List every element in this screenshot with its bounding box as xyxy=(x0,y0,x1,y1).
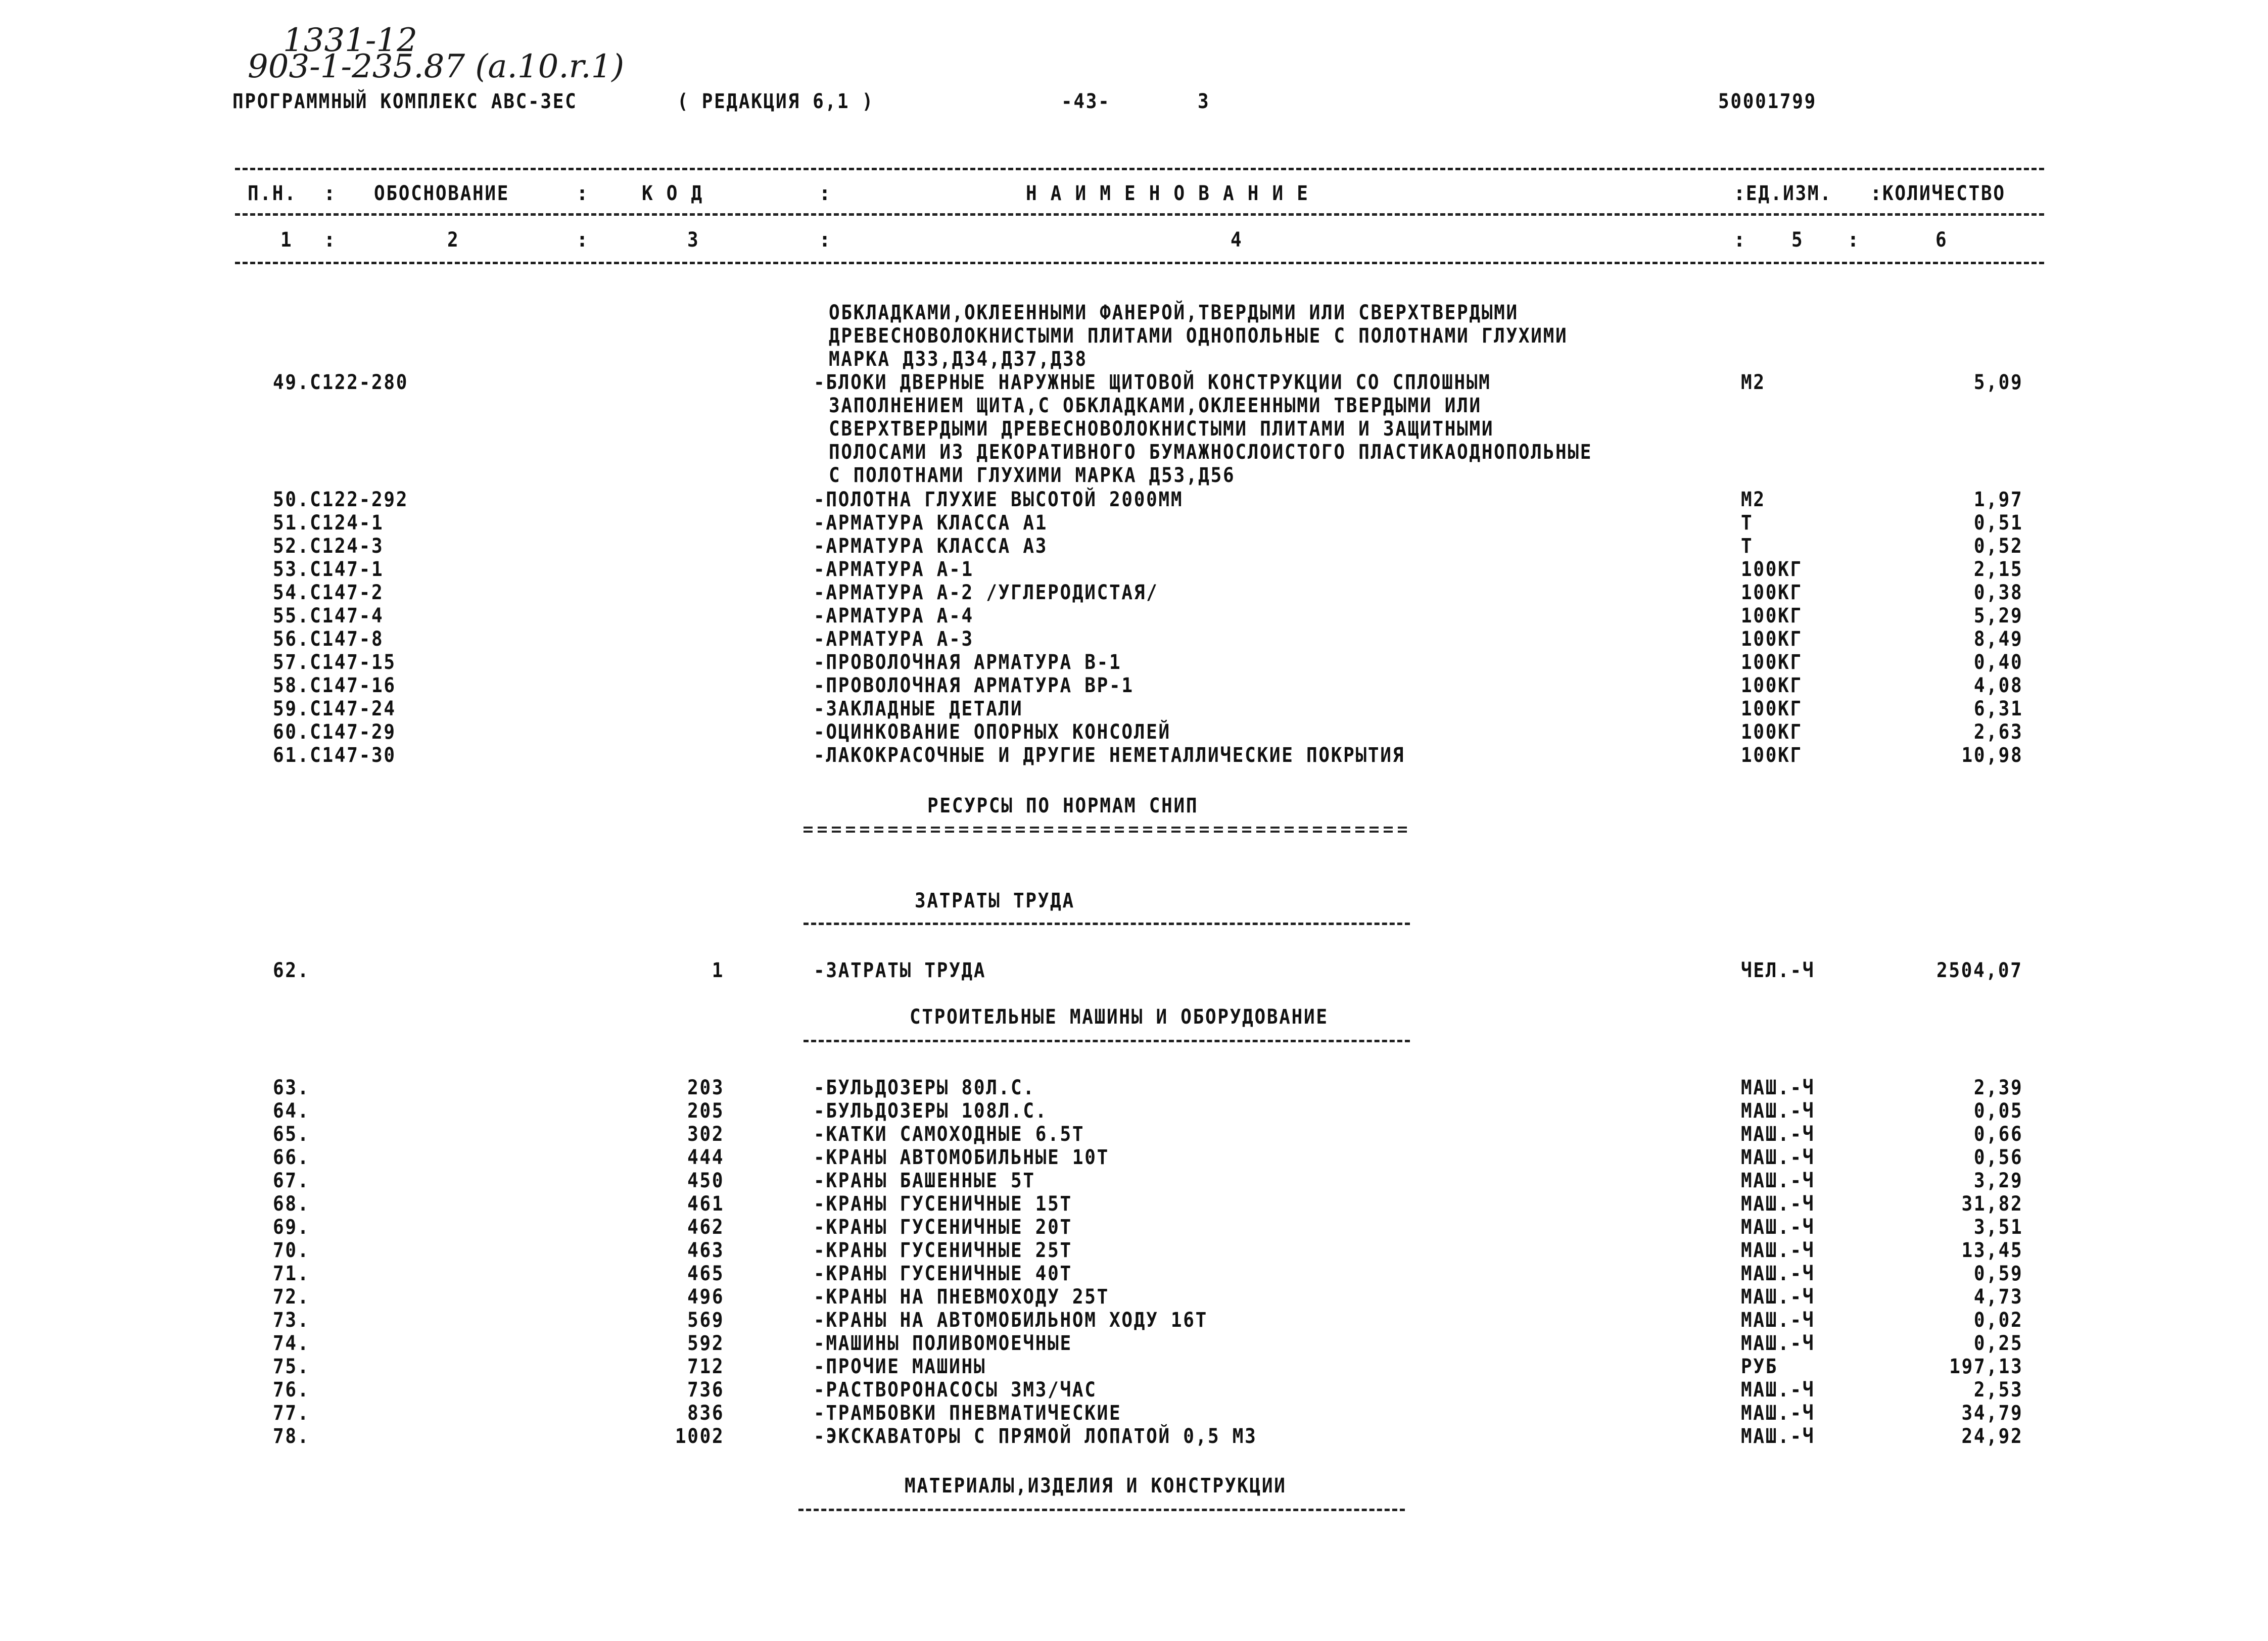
row-name: -ПРОЧИЕ МАШИНЫ xyxy=(814,1355,986,1378)
row-pn: 73. xyxy=(273,1309,310,1332)
table-row xyxy=(0,651,2268,674)
table-row xyxy=(0,1378,2268,1402)
col-header-name: Н А И М Е Н О В А Н И Е xyxy=(1026,182,1309,205)
item-49-name-line: ПОЛОСАМИ ИЗ ДЕКОРАТИВНОГО БУМАЖНОСЛОИСТОГО ПЛАСТИКАОДНОПОЛЬНЫЕ xyxy=(829,441,1593,464)
row-name: -ЛАКОКРАСОЧНЫЕ И ДРУГИЕ НЕМЕТАЛЛИЧЕСКИЕ ПОКРЫТИЯ xyxy=(814,744,1405,767)
row-name: -КРАНЫ НА АВТОМОБИЛЬНОМ ХОДУ 16Т xyxy=(814,1309,1208,1332)
col-sep: : xyxy=(576,228,589,252)
row-qty: 31,82 xyxy=(1961,1192,2023,1216)
row-code: 203 xyxy=(687,1076,724,1099)
table-row xyxy=(0,1099,2268,1123)
row-name: -АРМАТУРА А-2 /УГЛЕРОДИСТАЯ/ xyxy=(814,581,1159,604)
table-row xyxy=(0,959,2268,982)
row-pn: 55.С147-4 xyxy=(273,604,384,628)
row-qty: 34,79 xyxy=(1961,1402,2023,1425)
row-pn: 76. xyxy=(273,1378,310,1402)
row-unit: МАШ.-Ч xyxy=(1741,1169,1815,1192)
sheet-number: 3 xyxy=(1198,90,1210,113)
table-row xyxy=(0,1309,2268,1332)
row-name: -ТРАМБОВКИ ПНЕВМАТИЧЕСКИЕ xyxy=(814,1402,1122,1425)
col-header-pn: П.Н. xyxy=(248,182,297,205)
col-num-4: 4 xyxy=(1231,228,1243,252)
table-row xyxy=(0,558,2268,581)
row-name: -КРАНЫ ГУСЕНИЧНЫЕ 20Т xyxy=(814,1216,1072,1239)
row-pn: 70. xyxy=(273,1239,310,1262)
row-qty: 0,51 xyxy=(1973,511,2023,535)
header-rule-mid xyxy=(235,213,2044,216)
row-unit: 100КГ xyxy=(1741,744,1803,767)
row-name: -АРМАТУРА А-1 xyxy=(814,558,974,581)
row-qty: 197,13 xyxy=(1949,1355,2023,1378)
row-name: -ЭКСКАВАТОРЫ С ПРЯМОЙ ЛОПАТОЙ 0,5 М3 xyxy=(814,1425,1257,1448)
row-pn: 78. xyxy=(273,1425,310,1448)
row-code: 462 xyxy=(687,1216,724,1239)
row-unit: РУБ xyxy=(1741,1355,1778,1378)
table-row xyxy=(0,1402,2268,1425)
row-unit: МАШ.-Ч xyxy=(1741,1239,1815,1262)
row-qty: 2,53 xyxy=(1973,1378,2023,1402)
row-qty: 0,52 xyxy=(1973,535,2023,558)
section-title-machines: СТРОИТЕЛЬНЫЕ МАШИНЫ И ОБОРУДОВАНИЕ xyxy=(910,1005,1329,1029)
row-pn: 52.С124-3 xyxy=(273,535,384,558)
row-unit: МАШ.-Ч xyxy=(1741,1378,1815,1402)
col-sep: : xyxy=(323,182,336,205)
row-pn: 54.С147-2 xyxy=(273,581,384,604)
header-rule-top xyxy=(235,168,2044,170)
table-row xyxy=(0,1262,2268,1285)
continuation-line: ОБКЛАДКАМИ,ОКЛЕЕННЫМИ ФАНЕРОЙ,ТВЕРДЫМИ ИЛИ СВЕРХТВЕРДЫМИ xyxy=(829,301,1519,324)
row-pn: 74. xyxy=(273,1332,310,1355)
row-qty: 0,05 xyxy=(1973,1099,2023,1123)
table-row xyxy=(0,1216,2268,1239)
table-row xyxy=(0,1192,2268,1216)
table-row xyxy=(0,1425,2268,1448)
row-pn: 57.С147-15 xyxy=(273,651,396,674)
col-sep: : xyxy=(819,228,831,252)
row-pn: 61.С147-30 xyxy=(273,744,396,767)
section-title-labor: ЗАТРАТЫ ТРУДА xyxy=(915,889,1075,912)
table-row xyxy=(0,604,2268,628)
col-num-3: 3 xyxy=(687,228,700,252)
row-qty: 2,63 xyxy=(1973,720,2023,744)
row-unit: 100КГ xyxy=(1741,674,1803,697)
section-rule-double xyxy=(804,827,1410,833)
header-rule-bottom xyxy=(235,262,2044,264)
continuation-line: МАРКА Д33,Д34,Д37,Д38 xyxy=(829,348,1088,371)
section-rule xyxy=(804,923,1410,925)
table-row xyxy=(0,1123,2268,1146)
col-header-basis: ОБОСНОВАНИЕ xyxy=(374,182,510,205)
row-qty: 8,49 xyxy=(1973,628,2023,651)
program-title: ПРОГРАММНЫЙ КОМПЛЕКС АВС-3ЕС xyxy=(232,90,578,113)
col-sep: : xyxy=(1847,228,1860,252)
row-unit: МАШ.-Ч xyxy=(1741,1146,1815,1169)
row-pn: 75. xyxy=(273,1355,310,1378)
row-unit: МАШ.-Ч xyxy=(1741,1076,1815,1099)
row-code: 461 xyxy=(687,1192,724,1216)
row-qty: 6,31 xyxy=(1973,697,2023,720)
row-pn: 59.С147-24 xyxy=(273,697,396,720)
row-unit: Т xyxy=(1741,535,1754,558)
row-pn: 51.С124-1 xyxy=(273,511,384,535)
row-qty: 5,29 xyxy=(1973,604,2023,628)
item-49-name-line: С ПОЛОТНАМИ ГЛУХИМИ МАРКА Д53,Д56 xyxy=(829,464,1236,487)
col-sep: : xyxy=(576,182,589,205)
row-name: -КАТКИ САМОХОДНЫЕ 6.5Т xyxy=(814,1123,1085,1146)
item-49-name-line: -БЛОКИ ДВЕРНЫЕ НАРУЖНЫЕ ЩИТОВОЙ КОНСТРУКЦИИ СО СПЛОШНЫМ xyxy=(814,371,1491,394)
row-qty: 0,25 xyxy=(1973,1332,2023,1355)
row-code: 836 xyxy=(687,1402,724,1425)
row-qty: 3,29 xyxy=(1973,1169,2023,1192)
section-title-resources: РЕСУРСЫ ПО НОРМАМ СНИП xyxy=(927,794,1199,817)
row-unit: МАШ.-Ч xyxy=(1741,1309,1815,1332)
row-code: 302 xyxy=(687,1123,724,1146)
col-sep: : xyxy=(1870,182,1882,205)
row-code: 496 xyxy=(687,1285,724,1309)
row-qty: 10,98 xyxy=(1961,744,2023,767)
table-row xyxy=(0,1285,2268,1309)
col-sep: : xyxy=(1733,228,1746,252)
row-unit: МАШ.-Ч xyxy=(1741,1123,1815,1146)
row-pn: 68. xyxy=(273,1192,310,1216)
table-row xyxy=(0,581,2268,604)
section-rule xyxy=(798,1509,1405,1511)
row-unit: МАШ.-Ч xyxy=(1741,1099,1815,1123)
row-unit: 100КГ xyxy=(1741,581,1803,604)
item-49-qty: 5,09 xyxy=(1973,371,2023,394)
col-header-qty: КОЛИЧЕСТВО xyxy=(1882,182,2006,205)
page-number: -43- xyxy=(1061,90,1111,113)
row-code: 444 xyxy=(687,1146,724,1169)
row-pn: 53.С147-1 xyxy=(273,558,384,581)
row-code: 463 xyxy=(687,1239,724,1262)
row-name: -КРАНЫ ГУСЕНИЧНЫЕ 15Т xyxy=(814,1192,1072,1216)
table-row xyxy=(0,488,2268,511)
row-qty: 0,66 xyxy=(1973,1123,2023,1146)
table-row xyxy=(0,720,2268,744)
row-qty: 2,15 xyxy=(1973,558,2023,581)
row-qty: 2,39 xyxy=(1973,1076,2023,1099)
row-qty: 24,92 xyxy=(1961,1425,2023,1448)
row-unit: Т xyxy=(1741,511,1754,535)
row-code: 1002 xyxy=(675,1425,724,1448)
col-num-2: 2 xyxy=(447,228,460,252)
table-row xyxy=(0,1355,2268,1378)
row-pn: 50.С122-292 xyxy=(273,488,409,511)
row-qty: 1,97 xyxy=(1973,488,2023,511)
table-row xyxy=(0,1332,2268,1355)
row-code: 712 xyxy=(687,1355,724,1378)
row-unit: ЧЕЛ.-Ч xyxy=(1741,959,1815,982)
row-unit: 100КГ xyxy=(1741,604,1803,628)
row-name: -КРАНЫ НА ПНЕВМОХОДУ 25Т xyxy=(814,1285,1109,1309)
section-rule xyxy=(804,1040,1410,1042)
row-qty: 13,45 xyxy=(1961,1239,2023,1262)
row-unit: МАШ.-Ч xyxy=(1741,1332,1815,1355)
table-row xyxy=(0,1169,2268,1192)
row-name: -МАШИНЫ ПОЛИВОМОЕЧНЫЕ xyxy=(814,1332,1072,1355)
row-name: -ЗАТРАТЫ ТРУДА xyxy=(814,959,986,982)
row-qty: 4,08 xyxy=(1973,674,2023,697)
row-qty: 3,51 xyxy=(1973,1216,2023,1239)
row-pn: 67. xyxy=(273,1169,310,1192)
item-49-unit: М2 xyxy=(1741,371,1766,394)
row-name: -АРМАТУРА А-3 xyxy=(814,628,974,651)
col-header-unit: ЕД.ИЗМ. xyxy=(1746,182,1832,205)
row-name: -БУЛЬДОЗЕРЫ 80Л.С. xyxy=(814,1076,1035,1099)
handwritten-ref-2: 903-1-235.87 (a.10.r.1) xyxy=(248,48,625,85)
row-name: -ПРОВОЛОЧНАЯ АРМАТУРА В-1 xyxy=(814,651,1122,674)
row-pn: 77. xyxy=(273,1402,310,1425)
row-name: -КРАНЫ ГУСЕНИЧНЫЕ 40Т xyxy=(814,1262,1072,1285)
table-row xyxy=(0,628,2268,651)
row-unit: МАШ.-Ч xyxy=(1741,1285,1815,1309)
row-code: 205 xyxy=(687,1099,724,1123)
row-unit: 100КГ xyxy=(1741,720,1803,744)
row-name: -КРАНЫ ГУСЕНИЧНЫЕ 25Т xyxy=(814,1239,1072,1262)
row-pn: 64. xyxy=(273,1099,310,1123)
row-name: -БУЛЬДОЗЕРЫ 108Л.С. xyxy=(814,1099,1048,1123)
row-qty: 4,73 xyxy=(1973,1285,2023,1309)
row-code: 569 xyxy=(687,1309,724,1332)
row-name: -КРАНЫ БАШЕННЫЕ 5Т xyxy=(814,1169,1035,1192)
row-name: -ЗАКЛАДНЫЕ ДЕТАЛИ xyxy=(814,697,1023,720)
table-row xyxy=(0,511,2268,535)
col-num-6: 6 xyxy=(1935,228,1948,252)
row-unit: 100КГ xyxy=(1741,651,1803,674)
item-49-name-line: СВЕРХТВЕРДЫМИ ДРЕВЕСНОВОЛОКНИСТЫМИ ПЛИТАМИ И ЗАЩИТНЫМИ xyxy=(829,417,1494,441)
row-pn: 56.С147-8 xyxy=(273,628,384,651)
row-unit: МАШ.-Ч xyxy=(1741,1192,1815,1216)
table-row xyxy=(0,1076,2268,1099)
row-unit: 100КГ xyxy=(1741,697,1803,720)
row-unit: 100КГ xyxy=(1741,628,1803,651)
section-title-materials: МАТЕРИАЛЫ,ИЗДЕЛИЯ И КОНСТРУКЦИИ xyxy=(905,1474,1287,1498)
table-row xyxy=(0,697,2268,720)
row-name: -АРМАТУРА КЛАССА А3 xyxy=(814,535,1048,558)
row-name: -ПРОВОЛОЧНАЯ АРМАТУРА ВР-1 xyxy=(814,674,1134,697)
row-qty: 0,59 xyxy=(1973,1262,2023,1285)
col-sep: : xyxy=(1733,182,1746,205)
row-pn: 66. xyxy=(273,1146,310,1169)
row-pn: 60.С147-29 xyxy=(273,720,396,744)
item-49-name-line: ЗАПОЛНЕНИЕМ ЩИТА,С ОБКЛАДКАМИ,ОКЛЕЕННЫМИ ТВЕРДЫМИ ИЛИ xyxy=(829,394,1482,417)
table-row xyxy=(0,674,2268,697)
row-pn: 69. xyxy=(273,1216,310,1239)
row-pn: 65. xyxy=(273,1123,310,1146)
row-unit: МАШ.-Ч xyxy=(1741,1402,1815,1425)
row-pn: 58.С147-16 xyxy=(273,674,396,697)
row-qty: 0,56 xyxy=(1973,1146,2023,1169)
edition-label: ( РЕДАКЦИЯ 6,1 ) xyxy=(677,90,874,113)
table-row xyxy=(0,744,2268,767)
col-num-1: 1 xyxy=(280,228,293,252)
row-code: 736 xyxy=(687,1378,724,1402)
table-row xyxy=(0,535,2268,558)
handwritten-ref-1: 1331-12 xyxy=(283,22,417,59)
col-header-code: К О Д xyxy=(642,182,703,205)
row-name: -РАСТВОРОНАСОСЫ 3М3/ЧАС xyxy=(814,1378,1097,1402)
row-name: -ПОЛОТНА ГЛУХИЕ ВЫСОТОЙ 2000ММ xyxy=(814,488,1184,511)
row-unit: 100КГ xyxy=(1741,558,1803,581)
continuation-line: ДРЕВЕСНОВОЛОКНИСТЫМИ ПЛИТАМИ ОДНОПОЛЬНЫЕ С ПОЛОТНАМИ ГЛУХИМИ xyxy=(829,324,1568,348)
row-unit: МАШ.-Ч xyxy=(1741,1216,1815,1239)
row-pn: 71. xyxy=(273,1262,310,1285)
row-pn: 62. xyxy=(273,959,310,982)
row-unit: МАШ.-Ч xyxy=(1741,1425,1815,1448)
row-name: -АРМАТУРА А-4 xyxy=(814,604,974,628)
table-row xyxy=(0,1239,2268,1262)
item-49-pn: 49.С122-280 xyxy=(273,371,409,394)
row-qty: 0,02 xyxy=(1973,1309,2023,1332)
row-name: -КРАНЫ АВТОМОБИЛЬНЫЕ 10Т xyxy=(814,1146,1109,1169)
row-code: 465 xyxy=(687,1262,724,1285)
row-qty: 2504,07 xyxy=(1936,959,2023,982)
row-pn: 63. xyxy=(273,1076,310,1099)
col-sep: : xyxy=(323,228,336,252)
row-code: 450 xyxy=(687,1169,724,1192)
row-pn: 72. xyxy=(273,1285,310,1309)
row-code: 592 xyxy=(687,1332,724,1355)
row-qty: 0,38 xyxy=(1973,581,2023,604)
col-num-5: 5 xyxy=(1791,228,1804,252)
row-code: 1 xyxy=(712,959,724,982)
document-number: 50001799 xyxy=(1718,90,1817,113)
row-name: -АРМАТУРА КЛАССА А1 xyxy=(814,511,1048,535)
row-unit: М2 xyxy=(1741,488,1766,511)
row-name: -ОЦИНКОВАНИЕ ОПОРНЫХ КОНСОЛЕЙ xyxy=(814,720,1171,744)
col-sep: : xyxy=(819,182,831,205)
row-qty: 0,40 xyxy=(1973,651,2023,674)
table-row xyxy=(0,1146,2268,1169)
row-unit: МАШ.-Ч xyxy=(1741,1262,1815,1285)
